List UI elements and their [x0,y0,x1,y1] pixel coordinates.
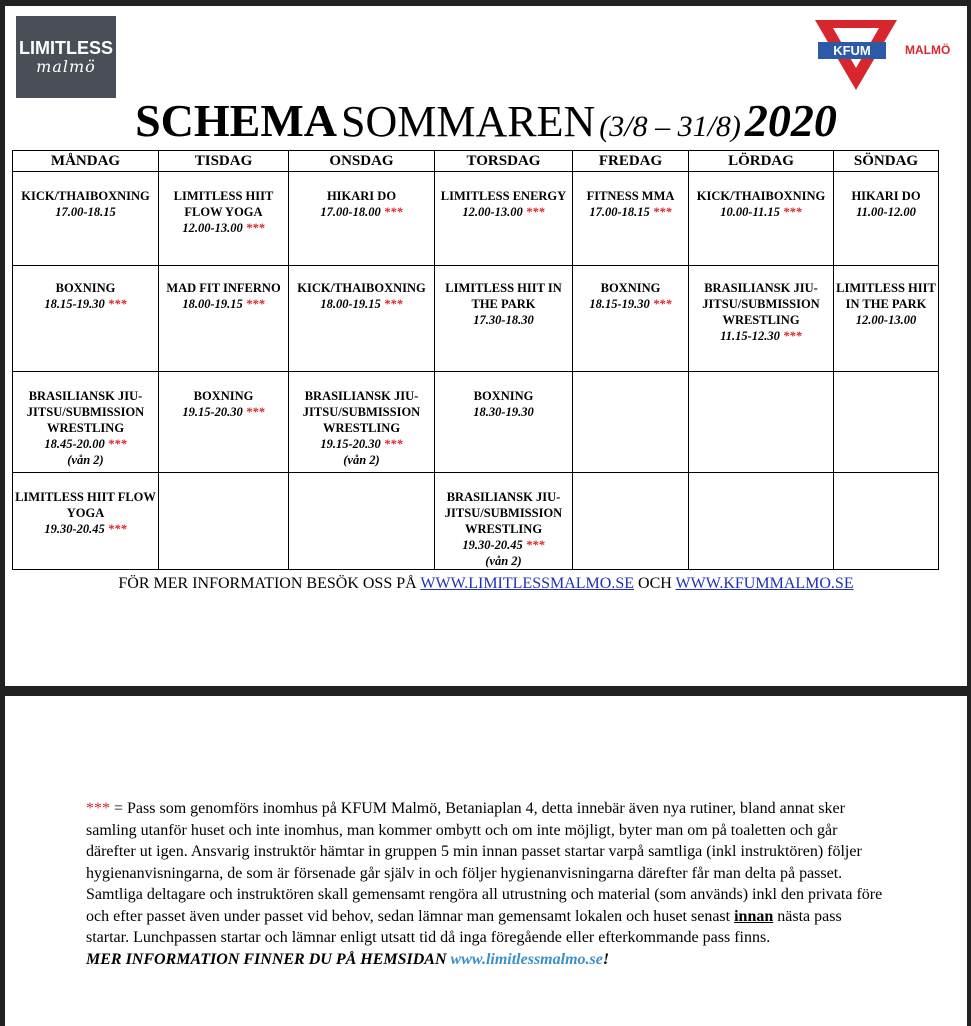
class-cell [834,172,939,266]
indoor-marker: *** [245,405,265,419]
class-name: BOXNING [193,389,254,403]
class-time [691,204,831,220]
day-header: ONSDAG [289,151,435,172]
rules-paragraph [86,798,886,970]
class-cell [289,372,435,473]
class-cell [834,473,939,570]
rules-emphasis: innan [734,907,774,925]
class-floor-note: (vån 2) [485,554,522,568]
indoor-marker: *** [783,329,802,343]
indoor-marker: *** [652,205,672,219]
class-time-value: 19.15-20.30 [182,405,243,419]
title-dates: (3/8 – 31/8) [599,110,741,143]
day-header: FREDAG [573,151,689,172]
class-cell [159,172,289,266]
class-time-value: 17.30-18.30 [473,313,534,327]
class-time [836,312,936,328]
class-name: LIMITLESS HIIT FLOW YOGA [173,189,274,219]
class-name: KICK/THAIBOXNING [297,281,426,295]
class-name: KICK/THAIBOXNING [696,189,826,203]
class-time-value: 12.00-13.00 [462,205,523,219]
class-name: BRASILIANSK JIU-JITSU/SUBMISSION WRESTLING [26,389,145,435]
class-name: BOXNING [600,281,661,295]
title-year: 2020 [744,95,837,146]
class-name: LIMITLESS HIIT FLOW YOGA [15,490,156,520]
homepage-link[interactable]: www.limitlessmalmo.se [450,950,603,968]
indoor-marker: *** [383,437,403,451]
class-time [836,204,936,220]
day-header-row [13,151,939,172]
class-cell [13,473,159,570]
class-time [161,296,286,312]
indoor-marker: *** [107,437,127,451]
class-time-value: 18.30-19.30 [473,405,534,419]
info-prefix: FÖR MER INFORMATION BESÖK OSS PÅ [118,575,417,592]
class-name: KICK/THAIBOXNING [21,189,150,203]
class-cell [159,473,289,570]
class-cell [573,473,689,570]
kfum-city-label: MALMÖ [905,43,951,57]
class-cell [13,372,159,473]
class-time [437,537,570,553]
indoor-marker: *** [107,522,127,536]
more-info-prefix: MER INFORMATION FINNER DU PÅ HEMSIDAN [86,950,451,968]
day-header: SÖNDAG [834,151,939,172]
class-time [15,204,156,220]
logo-text-limitless: LIMITLESS [19,38,113,58]
schedule-row [13,473,939,570]
indoor-marker: *** [86,800,110,817]
class-cell [289,473,435,570]
day-header: MÅNDAG [13,151,159,172]
class-name: HIKARI DO [851,189,921,203]
class-time-value: 18.00-19.15 [182,297,243,311]
class-name: LIMITLESS ENERGY [440,189,567,203]
schedule-row [13,372,939,473]
class-time [291,204,432,220]
class-cell [689,172,834,266]
class-cell [289,172,435,266]
class-time [437,204,570,220]
class-time-value: 17.00-18.00 [320,205,381,219]
class-time-value: 17.00-18.15 [55,205,116,219]
class-time-value: 11.15-12.30 [720,329,780,343]
class-time [575,204,686,220]
class-time [437,312,570,328]
class-time-value: 12.00-13.00 [855,313,917,327]
class-time [437,404,570,420]
class-cell [689,473,834,570]
day-header: TISDAG [159,151,289,172]
rules-text-part1: = Pass som genomförs inomhus på KFUM Malmö, Betaniaplan 4, detta innebär även nya rutiner, bland annat sker samling utanför huset och inte inomhus, man kommer ombytt och om inte möjligt, byter man om på toaletten och går därefter ut igen. Ansvarig instruktör hämtar in gruppen 5 min innan passet startar varpå samtliga (inkl instruktören) följer hygienanvisningarna, de som är försenade går själv in och följer hygienanvisningarna därefter får man delta på passet. Samtliga deltagare och instruktören skall gemensamt rengöra all utrustning och material (som används) inkl den privata före och efter passet även under passet vid behov, sedan lämnar man gemensamt lokalen och huset senast [86,800,883,925]
info-line [5,575,967,593]
class-name: BRASILIANSK JIU-JITSU/SUBMISSION WRESTLING [702,281,820,327]
class-cell [689,266,834,372]
class-name: BOXNING [473,389,534,403]
indoor-marker: *** [383,205,403,219]
class-time-value: 19.30-20.45 [44,522,105,536]
class-cell [289,266,435,372]
kfum-website-link[interactable]: WWW.KFUMMALMO.SE [675,575,854,592]
kfum-malmo-logo [813,18,963,92]
class-name: FITNESS MMA [586,189,675,203]
class-time [291,436,432,452]
class-time-value: 19.15-20.30 [320,437,381,451]
class-time [575,296,686,312]
notes-page [5,696,967,1026]
class-name: BOXNING [55,281,116,295]
class-time-value: 17.00-18.15 [589,205,650,219]
info-conjunction: OCH [638,575,672,592]
class-time-value: 12.00-13.00 [182,221,243,235]
title-schema: SCHEMA [135,95,337,146]
class-time [291,296,432,312]
more-info-line [86,951,609,968]
schedule-table [12,150,939,570]
rules-text-part2: nästa pass startar. Lunchpassen startar och lämnar enligt utsatt tid då inga föregående eller efterkommande pass finns. [86,907,842,946]
indoor-marker: *** [383,297,403,311]
day-header: LÖRDAG [689,151,834,172]
indoor-marker: *** [525,205,545,219]
limitless-malmo-logo [16,16,116,98]
indoor-marker: *** [245,297,265,311]
class-time-value: 18.15-19.30 [589,297,650,311]
indoor-marker: *** [245,221,265,235]
schedule-row [13,172,939,266]
class-cell [435,473,573,570]
class-cell [159,372,289,473]
title-sommaren: SOMMAREN [340,97,596,146]
indoor-marker: *** [783,205,802,219]
class-time-value: 19.30-20.45 [462,538,523,552]
class-name: LIMITLESS HIIT IN THE PARK [445,281,562,311]
class-cell [13,266,159,372]
more-info-suffix: ! [602,950,610,968]
class-cell [159,266,289,372]
indoor-marker: *** [652,297,672,311]
class-time [161,404,286,420]
indoor-marker: *** [107,297,127,311]
day-header: TORSDAG [435,151,573,172]
class-cell [435,266,573,372]
class-cell [573,266,689,372]
class-cell [573,172,689,266]
logo-text-malmo: malmö [36,57,96,76]
class-time [15,521,156,537]
class-time-value: 18.15-19.30 [44,297,105,311]
schedule-row [13,266,939,372]
class-name: HIKARI DO [326,189,397,203]
limitless-website-link[interactable]: WWW.LIMITLESSMALMO.SE [420,575,635,592]
class-time [15,436,156,452]
class-cell [573,372,689,473]
class-time [691,328,831,344]
class-cell [689,372,834,473]
class-name: BRASILIANSK JIU-JITSU/SUBMISSION WRESTLING [302,389,421,435]
class-cell [834,372,939,473]
class-time-value: 11.00-12.00 [856,205,916,219]
class-cell [435,172,573,266]
class-time-value: 18.00-19.15 [320,297,381,311]
class-time-value: 18.45-20.00 [44,437,105,451]
class-time-value: 10.00-11.15 [720,205,780,219]
class-name: LIMITLESS HIIT IN THE PARK [836,281,936,311]
class-cell [834,266,939,372]
class-name: MAD FIT INFERNO [166,281,281,295]
class-floor-note: (vån 2) [343,453,380,467]
page-title [5,96,967,157]
schedule-page [5,6,967,686]
indoor-marker: *** [525,538,545,552]
class-floor-note: (vån 2) [67,453,104,467]
class-name: BRASILIANSK JIU-JITSU/SUBMISSION WRESTLING [444,490,563,536]
class-time [15,296,156,312]
class-time [161,220,286,236]
kfum-badge: KFUM [818,42,886,59]
class-cell [435,372,573,473]
class-cell [13,172,159,266]
